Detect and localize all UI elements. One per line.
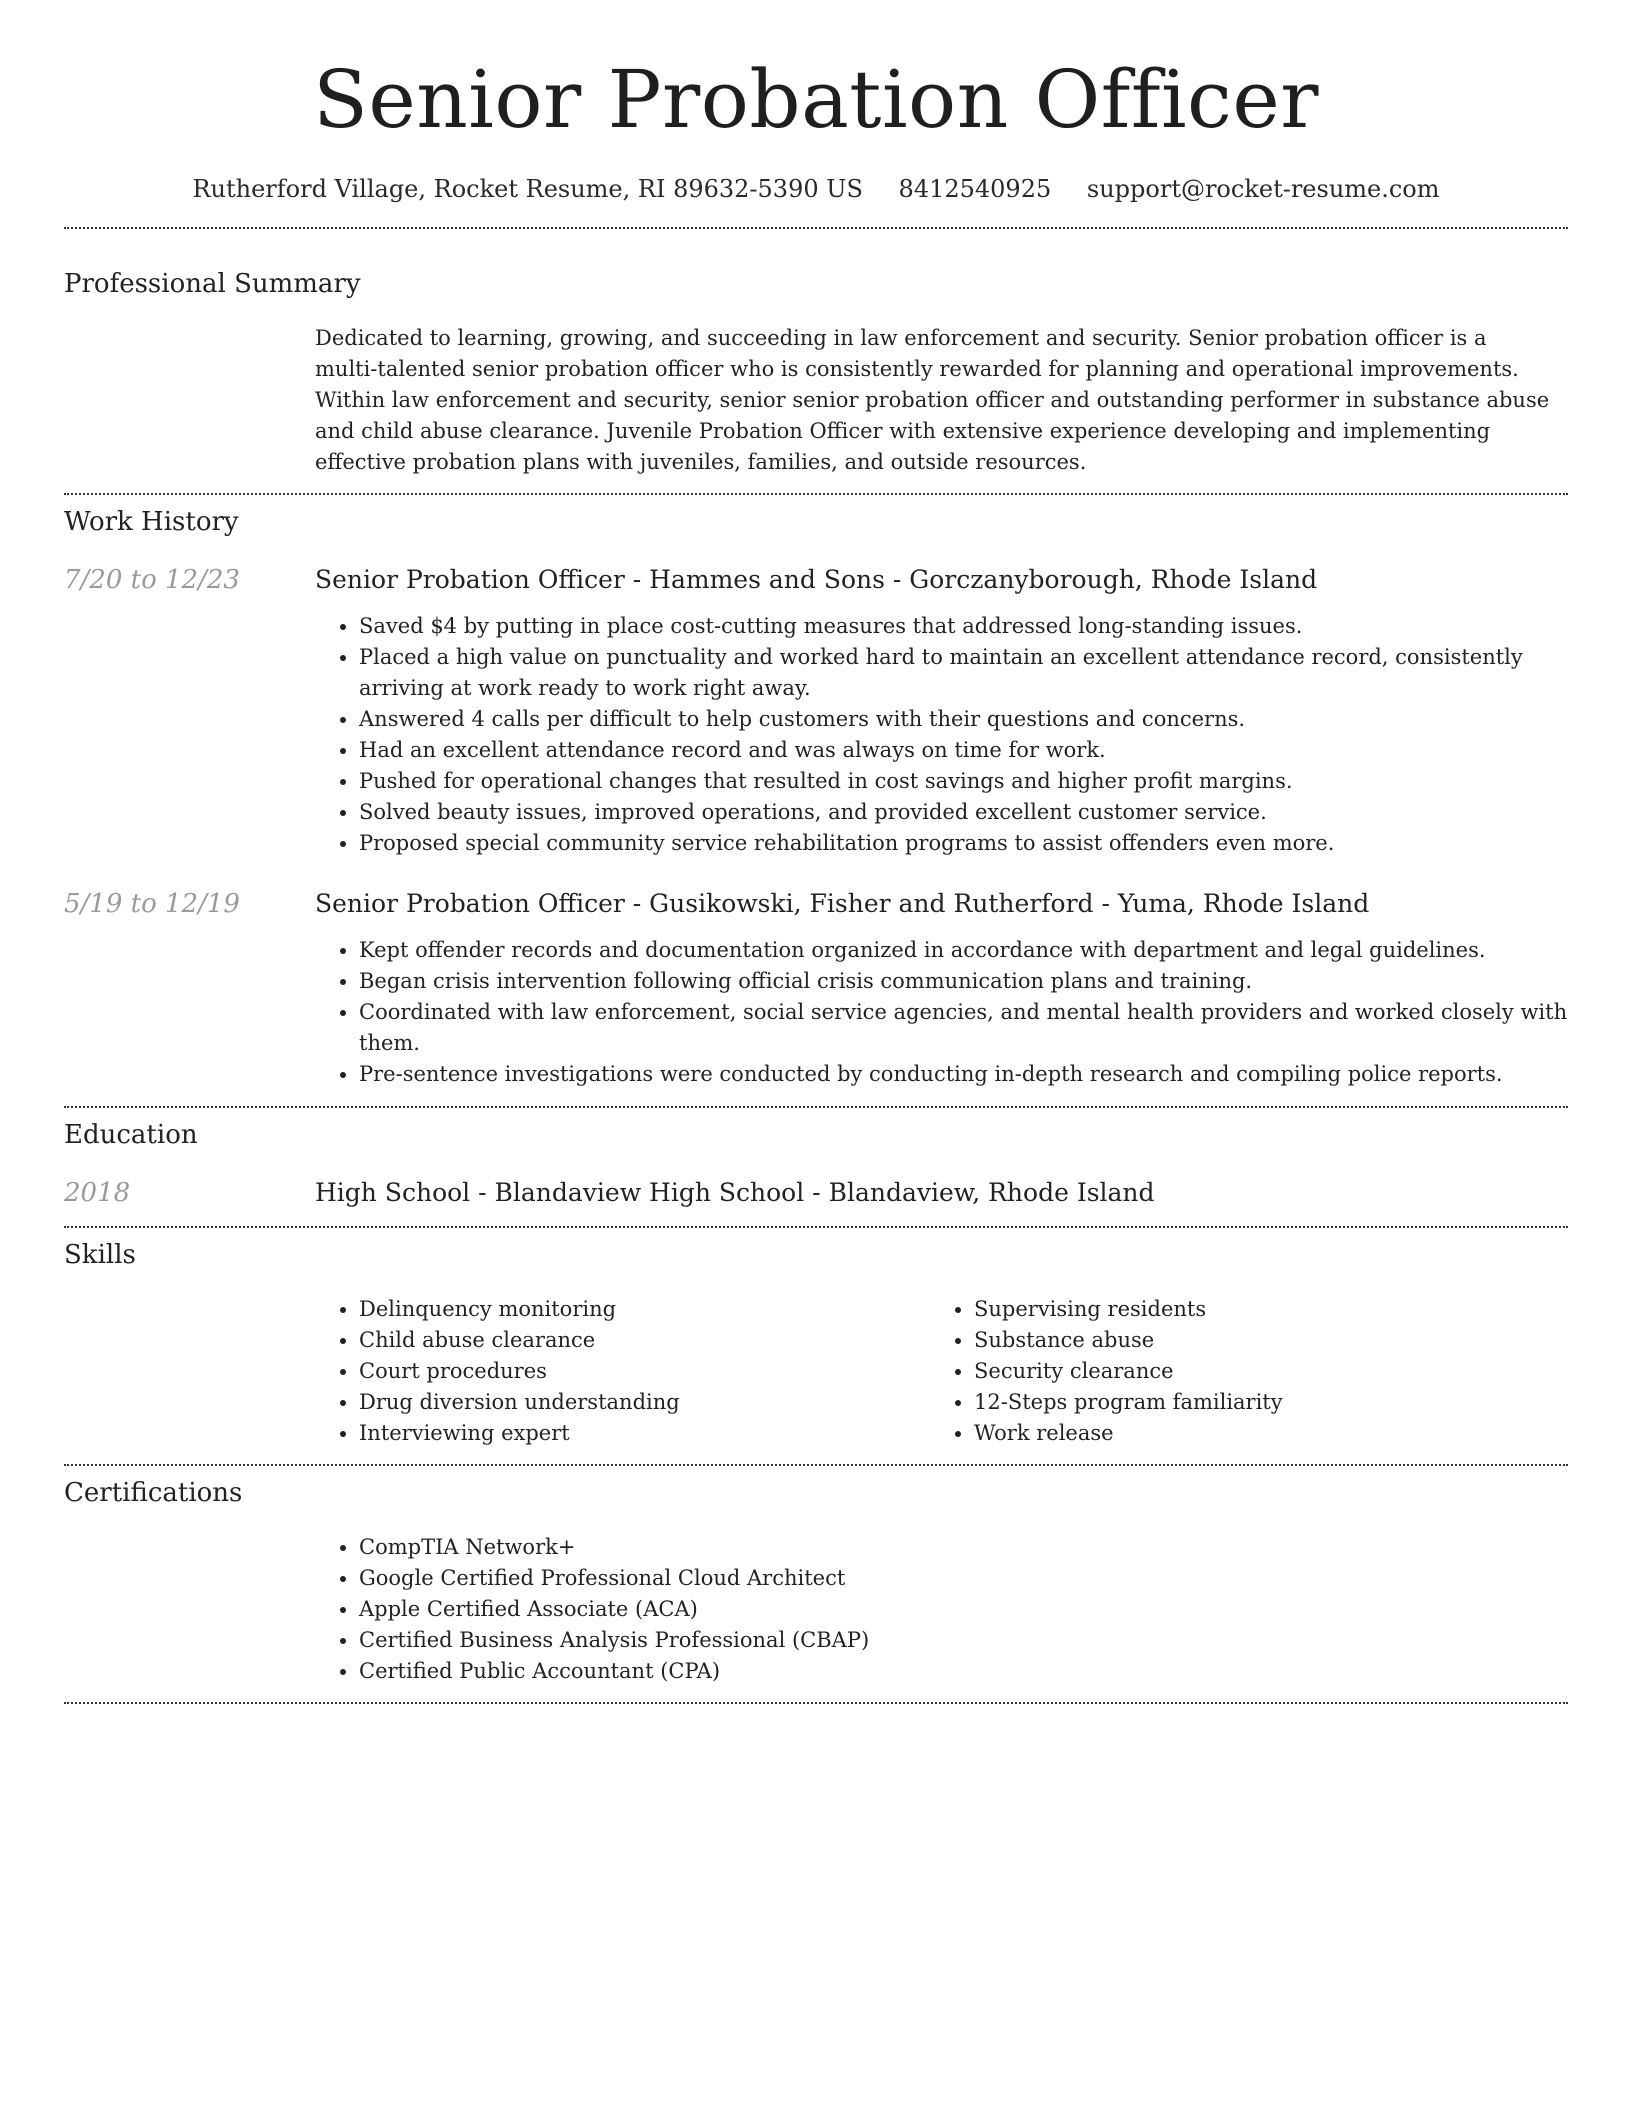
resume-name: Senior Probation Officer — [313, 53, 1319, 146]
section-title-summary: Professional Summary — [64, 269, 361, 299]
summary-section — [64, 229, 1568, 478]
skill-item: • Child abuse clearance — [359, 1325, 930, 1356]
contact-line — [64, 174, 1568, 204]
divider — [64, 1702, 1568, 1704]
job-details — [315, 563, 1568, 859]
job-dates: 7/20 to 12/23 — [64, 565, 240, 595]
certification-item: • Certified Business Analysis Professional (CBAP) — [359, 1625, 1568, 1656]
skills-section — [64, 1228, 1568, 1449]
skill-item: • Supervising residents — [974, 1294, 1283, 1325]
job-entry — [64, 563, 1568, 859]
job-bullet: • Proposed special community service rehabilitation programs to assist offenders even more. — [359, 828, 1568, 859]
certifications-list — [315, 1532, 1568, 1687]
work-section — [64, 495, 1568, 1090]
certification-item: • Apple Certified Associate (ACA) — [359, 1594, 1568, 1625]
job-bullet: • Had an excellent attendance record and was always on time for work. — [359, 735, 1568, 766]
job-bullet: • Placed a high value on punctuality and worked hard to maintain an excellent attendance record, consistently arriving at work ready to work right away. — [359, 642, 1568, 704]
job-heading: Senior Probation Officer - Hammes and Sons - Gorczanyborough, Rhode Island — [315, 565, 1318, 594]
job-entry — [64, 887, 1568, 1090]
skill-item: • Drug diversion understanding — [359, 1387, 930, 1418]
skill-item: • Interviewing expert — [359, 1418, 930, 1449]
certifications-section — [64, 1466, 1568, 1687]
summary-text: Dedicated to learning, growing, and succeeding in law enforcement and security. Senior probation officer is a multi-talented senior probation officer who is consistently rewarded for planning and operational improvements. Within law enforcement and security, senior senior probation officer and outstanding performer in substance abuse and child abuse clearance. Juvenile Probation Officer with extensive experience developing and implementing effective probation plans with juveniles, families, and outside resources. — [315, 326, 1550, 474]
skill-item: • Substance abuse — [974, 1325, 1283, 1356]
address: Rutherford Village, Rocket Resume, RI 89632-5390 US — [192, 175, 863, 203]
job-bullet: • Coordinated with law enforcement, social service agencies, and mental health providers and worked closely with them. — [359, 997, 1568, 1059]
job-bullet: • Answered 4 calls per difficult to help customers with their questions and concerns. — [359, 704, 1568, 735]
email: support@rocket-resume.com — [1086, 175, 1440, 203]
resume-page — [64, 0, 1568, 1704]
job-heading: Senior Probation Officer - Gusikowski, Fisher and Rutherford - Yuma, Rhode Island — [315, 889, 1370, 918]
section-title-certifications: Certifications — [64, 1478, 243, 1508]
job-bullets — [315, 611, 1568, 859]
education-section — [64, 1108, 1568, 1210]
job-details — [315, 887, 1568, 1090]
section-title-work: Work History — [64, 507, 239, 537]
skill-item: • Security clearance — [974, 1356, 1283, 1387]
section-title-education: Education — [64, 1120, 198, 1150]
job-bullet: • Kept offender records and documentation organized in accordance with department and legal guidelines. — [359, 935, 1568, 966]
section-title-skills: Skills — [64, 1240, 136, 1270]
skills-list-right — [930, 1294, 1283, 1449]
certification-item: • Certified Public Accountant (CPA) — [359, 1656, 1568, 1687]
skill-item: • Delinquency monitoring — [359, 1294, 930, 1325]
education-year: 2018 — [64, 1178, 131, 1208]
job-bullet: • Pushed for operational changes that resulted in cost savings and higher profit margins. — [359, 766, 1568, 797]
job-bullet: • Began crisis intervention following official crisis communication plans and training. — [359, 966, 1568, 997]
certification-item: • Google Certified Professional Cloud Architect — [359, 1563, 1568, 1594]
job-dates: 5/19 to 12/19 — [64, 889, 240, 919]
phone: 8412540925 — [898, 175, 1052, 203]
education-entry — [64, 1176, 1568, 1210]
job-bullet: • Saved $4 by putting in place cost-cutting measures that addressed long-standing issues. — [359, 611, 1568, 642]
job-bullet: • Solved beauty issues, improved operations, and provided excellent customer service. — [359, 797, 1568, 828]
job-bullets — [315, 935, 1568, 1090]
skills-columns — [315, 1294, 1568, 1449]
job-bullet: • Pre-sentence investigations were conducted by conducting in-depth research and compiling police reports. — [359, 1059, 1568, 1090]
skill-item: • 12-Steps program familiarity — [974, 1387, 1283, 1418]
education-heading: High School - Blandaview High School - Blandaview, Rhode Island — [315, 1178, 1155, 1207]
skill-item: • Work release — [974, 1418, 1283, 1449]
certification-item: • CompTIA Network+ — [359, 1532, 1568, 1563]
skill-item: • Court procedures — [359, 1356, 930, 1387]
skills-list-left — [315, 1294, 930, 1449]
